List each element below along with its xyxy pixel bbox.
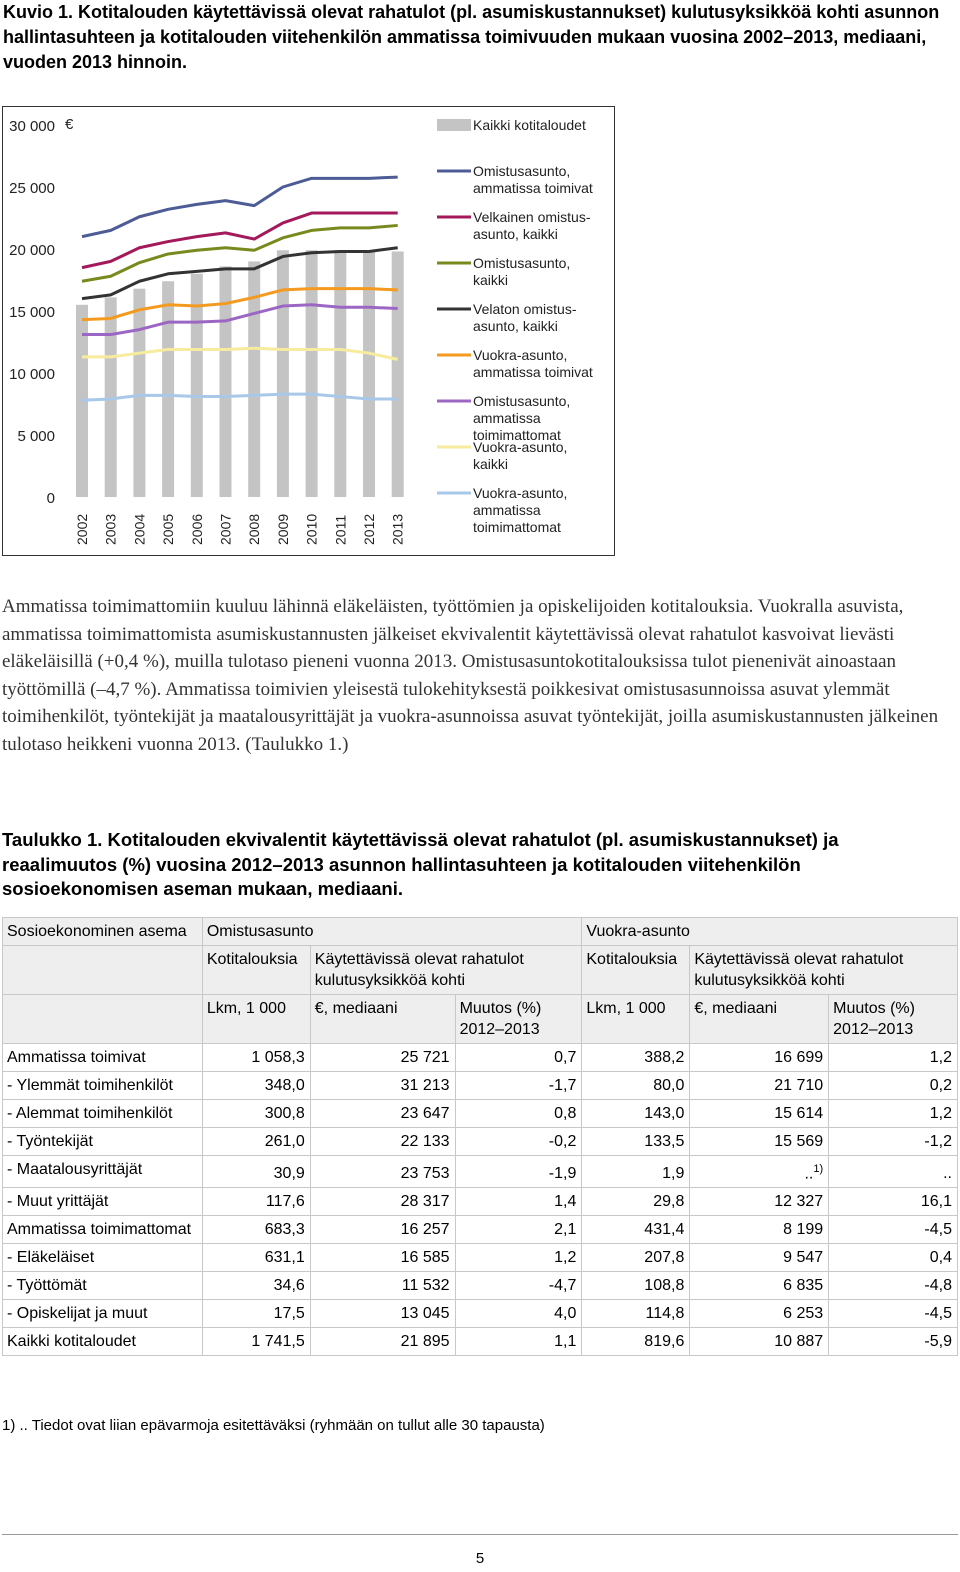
header-cell: Omistusasunto [202, 918, 582, 946]
cell-value: 80,0 [653, 1077, 685, 1094]
table-cell [829, 1300, 958, 1328]
cell-value: 1,9 [662, 1165, 685, 1183]
legend-label: Vuokra-asunto, [473, 485, 568, 501]
table-row [3, 1128, 958, 1156]
footer-divider [2, 1534, 958, 1535]
table-row [3, 1156, 958, 1188]
cell-value: 348,0 [264, 1077, 305, 1094]
cell-value: 1,1 [554, 1333, 577, 1351]
bar [220, 266, 232, 497]
cell-value: -4,8 [924, 1277, 952, 1295]
cell-value: 29,8 [653, 1193, 685, 1211]
x-tick-label: 2010 [303, 513, 320, 545]
table-cell [829, 1244, 958, 1272]
table-cell [455, 1216, 582, 1244]
table-cell [202, 1044, 310, 1072]
table-cell [455, 1328, 582, 1356]
cell-value: -1,7 [548, 1077, 577, 1094]
table-cell [582, 1328, 690, 1356]
table-cell [829, 1188, 958, 1216]
cell-value: 10 887 [774, 1333, 824, 1351]
income-chart [2, 106, 615, 556]
cell-value: 13 045 [400, 1305, 450, 1323]
table-cell [202, 1188, 310, 1216]
row-label: - Työntekijät [3, 1128, 203, 1156]
table-cell [202, 1300, 310, 1328]
cell-value: 2,1 [554, 1221, 577, 1239]
cell-value: 819,6 [644, 1333, 685, 1351]
body-text: Ammatissa toimimattomiin kuuluu lähinnä eläkeläisten, työttömien ja opiskelijoiden kotitalouksia. Vuokralla asuvista, ammatissa toimimattomista asumiskustannusten jälkeiset ekvivalentit käytettävissä olevat rahatulot kasvoivat lievästi eläkeläisillä (+0,4 %), muilla tulotaso pieneni vuonna 2013. Omistusasuntokotitalouksissa tulot pienenivät ainoastaan työttömillä (–4,7 %). Ammatissa toimivien yleisestä tulokehityksestä poikkesivat omistusasunnoissa asuvat ylemmät toimihenkilöt, työntekijät ja maatalousyrittäjät ja vuokra-asunnoissa asuvat työntekijät, joilla asumiskustannusten jälkeinen tulotaso heikkeni vuonna 2013. (Taulukko 1.) [2, 596, 939, 755]
legend-label: asunto, kaikki [473, 318, 558, 334]
y-tick-label: 0 [46, 490, 55, 507]
table-cell [455, 1244, 582, 1272]
cell-value: 133,5 [644, 1133, 685, 1150]
cell-value: 15 569 [774, 1133, 824, 1150]
row-label: - Opiskelijat ja muut [3, 1300, 203, 1328]
legend-label: kaikki [473, 272, 509, 288]
y-tick-label: 25 000 [9, 180, 55, 197]
cell-value: 9 547 [783, 1249, 824, 1267]
bar [133, 289, 145, 497]
cell-value: 1 058,3 [251, 1049, 305, 1066]
legend-label: toimimattomat [473, 519, 561, 535]
cell-value: 16 257 [400, 1221, 450, 1239]
table-cell [202, 1156, 310, 1188]
header-cell: Kotitalouksia [582, 946, 690, 995]
x-tick-label: 2002 [74, 513, 90, 545]
cell-value: 17,5 [273, 1305, 305, 1323]
series-line [82, 348, 398, 359]
cell-value: 12 327 [774, 1193, 824, 1211]
cell-value: 16 585 [400, 1249, 450, 1267]
cell-value: 23 647 [400, 1105, 450, 1122]
table-cell [829, 1044, 958, 1072]
cell-value: 1,2 [929, 1049, 952, 1066]
table-cell [202, 1272, 310, 1300]
series-line [82, 305, 398, 335]
footnote-marker: 1) [813, 1163, 824, 1175]
cell-value: 1,4 [554, 1193, 577, 1211]
income-table [2, 917, 958, 1356]
cell-value: 4,0 [554, 1305, 577, 1323]
header-cell: Muutos (%) 2012–2013 [829, 995, 958, 1044]
table-cell [690, 1272, 829, 1300]
table-cell [455, 1100, 582, 1128]
cell-value: 388,2 [644, 1049, 685, 1066]
legend-swatch [437, 119, 471, 131]
cell-value: 143,0 [644, 1105, 685, 1122]
table-cell [829, 1272, 958, 1300]
x-tick-label: 2008 [246, 513, 263, 545]
table-cell [455, 1272, 582, 1300]
cell-value: 16 699 [774, 1049, 824, 1066]
y-tick-label: 20 000 [9, 242, 55, 259]
table-cell [310, 1044, 455, 1072]
bar [277, 250, 289, 497]
cell-value: 1,2 [929, 1105, 952, 1122]
table-cell [582, 1100, 690, 1128]
cell-value: 631,1 [264, 1249, 305, 1267]
cell-value: -4,7 [548, 1277, 577, 1295]
chart-svg [3, 107, 614, 555]
table-cell [690, 1216, 829, 1244]
cell-value: -4,5 [924, 1305, 952, 1323]
table-cell [455, 1072, 582, 1100]
cell-value: 108,8 [644, 1277, 685, 1295]
table-cell [310, 1328, 455, 1356]
table-cell [455, 1156, 582, 1188]
table-row [3, 1244, 958, 1272]
figure-title: Kuvio 1. Kotitalouden käytettävissä olevat rahatulot (pl. asumiskustannukset) kulutusyksikköä kohti asunnon hallintasuhteen ja kotitalouden viitehenkilön ammatissa toimivuuden mukaan vuosina 2002–2013, mediaani, vuoden 2013 hinnoin. [3, 2, 940, 72]
table-cell [310, 1156, 455, 1188]
row-label: Kaikki kotitaloudet [3, 1328, 203, 1356]
series-line [82, 394, 398, 400]
cell-value: 30,9 [273, 1165, 305, 1183]
page-number: 5 [475, 1550, 485, 1567]
legend-label: ammatissa [473, 410, 541, 426]
footnote: 1) .. Tiedot ovat liian epävarmoja esitettäväksi (ryhmään on tullut alle 30 tapausta) [2, 1417, 545, 1434]
row-label: Ammatissa toimivat [3, 1044, 203, 1072]
table-cell [690, 1328, 829, 1356]
header-cell: Käytettävissä olevat rahatulot kulutusyksikköä kohti [690, 946, 958, 995]
table-cell [582, 1300, 690, 1328]
legend-label: Velaton omistus- [473, 301, 577, 317]
table-cell [829, 1100, 958, 1128]
cell-value: -1,2 [924, 1133, 952, 1150]
series-line [82, 289, 398, 320]
legend-label: ammatissa toimivat [473, 180, 593, 196]
legend-label: Omistusasunto, [473, 393, 571, 409]
cell-value: 1,2 [554, 1249, 577, 1267]
table-row [3, 1188, 958, 1216]
table-cell [829, 1128, 958, 1156]
table-cell [202, 1216, 310, 1244]
cell-value: 22 133 [400, 1133, 450, 1150]
table-cell [455, 1128, 582, 1156]
table-row [3, 1300, 958, 1328]
row-label: - Eläkeläiset [3, 1244, 203, 1272]
table-cell [690, 1300, 829, 1328]
x-tick-label: 2012 [361, 513, 377, 545]
table-cell [202, 1328, 310, 1356]
legend-label: Vuokra-asunto, [473, 439, 568, 455]
header-cell [3, 995, 203, 1044]
table-cell [582, 1044, 690, 1072]
cell-value: 16,1 [920, 1193, 952, 1211]
cell-value: .. [943, 1165, 952, 1183]
legend-label: kaikki [473, 456, 509, 472]
table-row [3, 1100, 958, 1128]
table-cell [310, 1244, 455, 1272]
y-tick-label: 30 000 [9, 118, 55, 135]
cell-value: 683,3 [264, 1221, 305, 1239]
legend-label: Omistusasunto, [473, 255, 571, 271]
cell-value: 25 721 [400, 1049, 450, 1066]
cell-value: 28 317 [400, 1193, 450, 1211]
x-tick-label: 2007 [217, 513, 234, 545]
legend-label: Velkainen omistus- [473, 209, 591, 225]
cell-value: -1,9 [548, 1165, 577, 1183]
table-cell [455, 1044, 582, 1072]
cell-value: -0,2 [548, 1133, 577, 1150]
x-tick-label: 2013 [389, 513, 406, 545]
table-cell [202, 1128, 310, 1156]
cell-value: 21 710 [774, 1077, 824, 1094]
x-tick-label: 2011 [332, 514, 349, 545]
table-cell [690, 1128, 829, 1156]
x-tick-label: 2005 [160, 513, 177, 545]
table-cell [455, 1188, 582, 1216]
legend-label: Kaikki kotitaloudet [473, 117, 586, 133]
cell-value: 0,2 [929, 1077, 952, 1094]
y-tick-label: 5 000 [17, 428, 55, 445]
table-cell [310, 1072, 455, 1100]
legend-label: toimimattomat [473, 427, 561, 443]
table-cell [202, 1100, 310, 1128]
table-cell [582, 1156, 690, 1188]
table-cell [690, 1156, 829, 1188]
cell-value: 6 835 [783, 1277, 824, 1295]
cell-value: 0,7 [554, 1049, 577, 1066]
cell-value: 0,8 [554, 1105, 577, 1122]
table-cell [582, 1128, 690, 1156]
cell-value: -4,5 [924, 1221, 952, 1239]
table-cell [690, 1244, 829, 1272]
table-cell [310, 1100, 455, 1128]
table-cell [690, 1188, 829, 1216]
cell-value: 8 199 [783, 1221, 824, 1239]
cell-value: 23 753 [400, 1165, 450, 1183]
x-tick-label: 2003 [102, 513, 119, 545]
table-cell [829, 1216, 958, 1244]
header-cell: Kotitalouksia [202, 946, 310, 995]
table-title: Taulukko 1. Kotitalouden ekvivalentit käytettävissä olevat rahatulot (pl. asumiskustannukset) ja reaalimuutos (%) vuosina 2012–2013 asunnon hallintasuhteen ja kotitalouden viitehenkilön sosioekonomisen aseman mukaan, mediaani. [2, 829, 839, 899]
table-cell [310, 1188, 455, 1216]
row-label: - Työttömät [3, 1272, 203, 1300]
row-label: - Alemmat toimihenkilöt [3, 1100, 203, 1128]
x-tick-label: 2006 [188, 513, 205, 545]
table-cell [582, 1272, 690, 1300]
table-cell [690, 1044, 829, 1072]
header-cell: Lkm, 1 000 [202, 995, 310, 1044]
row-label: - Maatalousyrittäjät [3, 1156, 203, 1188]
table-cell [829, 1072, 958, 1100]
legend-label: Vuokra-asunto, [473, 347, 568, 363]
header-cell: €, mediaani [310, 995, 455, 1044]
cell-value: 6 253 [783, 1305, 824, 1323]
cell-value: 114,8 [645, 1305, 685, 1323]
y-tick-label: 15 000 [9, 304, 55, 321]
cell-value: 207,8 [644, 1249, 685, 1267]
cell-value: 21 895 [400, 1333, 450, 1351]
legend-label: Omistusasunto, [473, 163, 571, 179]
legend-label: ammatissa toimivat [473, 364, 593, 380]
cell-value: 300,8 [264, 1105, 305, 1122]
cell-value: 0,4 [929, 1249, 952, 1267]
body-paragraph [2, 593, 952, 758]
cell-value: 31 213 [400, 1077, 450, 1094]
table-row [3, 1072, 958, 1100]
table-row [3, 1044, 958, 1072]
cell-value: .. [804, 1165, 814, 1183]
header-cell: Sosioekonominen asema [3, 918, 203, 946]
unit-label: € [65, 116, 74, 133]
cell-value: 34,6 [273, 1277, 305, 1295]
table-cell [310, 1216, 455, 1244]
table-cell [202, 1072, 310, 1100]
table-header-row-1 [3, 918, 958, 946]
cell-value: 15 614 [774, 1105, 824, 1122]
header-cell: Käytettävissä olevat rahatulot kulutusyksikköä kohti [310, 946, 582, 995]
legend-label: ammatissa [473, 502, 541, 518]
cell-value: 261,0 [264, 1133, 305, 1150]
header-cell: Vuokra-asunto [582, 918, 958, 946]
row-label: - Muut yrittäjät [3, 1188, 203, 1216]
table-cell [690, 1100, 829, 1128]
y-tick-label: 10 000 [9, 366, 55, 383]
table-cell [582, 1216, 690, 1244]
legend-label: asunto, kaikki [473, 226, 558, 242]
table-cell [829, 1328, 958, 1356]
cell-value: 11 532 [401, 1277, 450, 1295]
series-line [82, 248, 398, 299]
table-cell [829, 1156, 958, 1188]
table-cell [582, 1188, 690, 1216]
cell-value: -5,9 [924, 1333, 952, 1351]
table-cell [582, 1244, 690, 1272]
cell-value: 431,4 [644, 1221, 685, 1239]
table-row [3, 1272, 958, 1300]
x-tick-label: 2004 [131, 513, 148, 545]
header-cell: €, mediaani [690, 995, 829, 1044]
x-tick-label: 2009 [274, 513, 291, 545]
header-cell [3, 946, 203, 995]
table-header-row-2 [3, 946, 958, 995]
table-cell [455, 1300, 582, 1328]
table-cell [310, 1300, 455, 1328]
table-row [3, 1216, 958, 1244]
table-cell [310, 1272, 455, 1300]
bar [162, 281, 174, 497]
table-header-row-3 [3, 995, 958, 1044]
header-cell: Lkm, 1 000 [582, 995, 690, 1044]
table-cell [690, 1072, 829, 1100]
table-row [3, 1328, 958, 1356]
cell-value: 117,6 [265, 1193, 305, 1211]
header-cell: Muutos (%) 2012–2013 [455, 995, 582, 1044]
table-cell [310, 1128, 455, 1156]
row-label: - Ylemmät toimihenkilöt [3, 1072, 203, 1100]
cell-value: 1 741,5 [251, 1333, 305, 1351]
row-label: Ammatissa toimimattomat [3, 1216, 203, 1244]
table-cell [582, 1072, 690, 1100]
table-cell [202, 1244, 310, 1272]
